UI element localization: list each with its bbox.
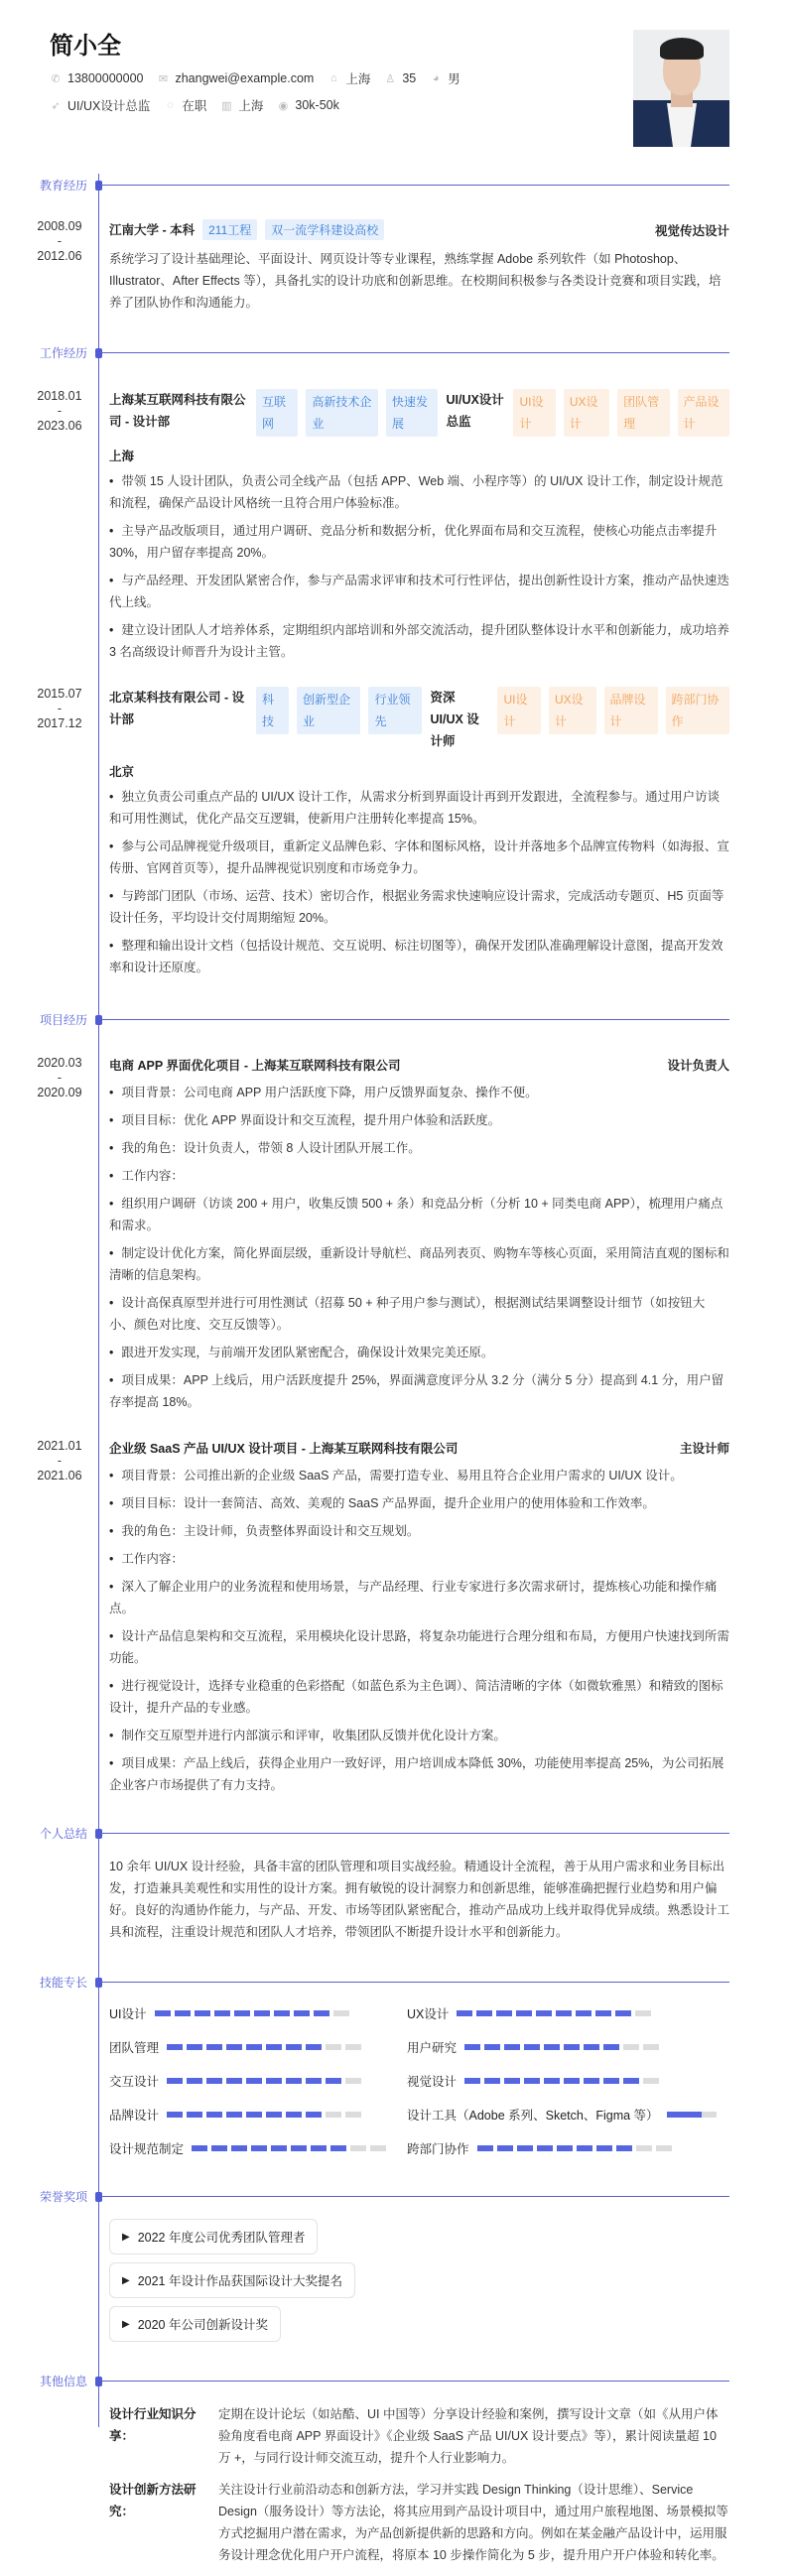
company-name: 上海某互联网科技有限公司 - 设计部 (109, 393, 246, 429)
skill-segment-filled (537, 2145, 553, 2151)
skill-name: 交互设计 (109, 2075, 160, 2089)
other-info-value: 定期在设计论坛（如站酷、UI 中国等）分享设计经验和案例，撰写设计文章（如《从用户体验角度看电商 APP 界面设计》《企业级 SaaS 产品 UI/UX 设计要点》等），累计阅读量超 10 万 +，与同行设计师交流互动，提升个人行业影响力。 (218, 2407, 719, 2465)
job-title: UI/UX设计总监 (446, 393, 504, 429)
skill-segment-filled (557, 2145, 573, 2151)
bullet-item: • 主导产品改版项目，通过用户调研、竞品分析和数据分析，优化界面布局和交互流程，使核心功能点击率提升 30%，用户留存率提高 20%。 (109, 520, 729, 564)
skill-segment-empty (636, 2145, 652, 2151)
skill-segment-empty (345, 2078, 361, 2084)
skill-segment-filled (504, 2078, 520, 2084)
skill-segment-filled (306, 2112, 322, 2118)
date-separator: - (57, 702, 63, 715)
phone-icon: ✆ (51, 72, 61, 85)
bullet-item: • 项目成果：APP 上线后，用户活跃度提升 25%，界面满意度评分从 3.2 分（满分 5 分）提高到 4.1 分，用户留存率提高 18%。 (109, 1369, 729, 1413)
bullet-item: • 工作内容： (109, 1548, 729, 1570)
skill-tag: 团队管理 (617, 389, 669, 437)
skill-segment-filled (516, 2010, 532, 2016)
divider (99, 2381, 729, 2382)
skill-segment-filled (477, 2145, 493, 2151)
other-info-key: 设计创新方法研究： (109, 2483, 197, 2518)
skill-segment-filled (226, 2044, 242, 2050)
bullet-item: • 带领 15 人设计团队，负责公司全线产品（包括 APP、Web 端、小程序等）的 UI/UX 设计工作，制定设计规范和流程，确保产品设计风格统一且符合用户体验标准。 (109, 470, 729, 514)
bullet-item: • 深入了解企业用户的业务流程和使用场景，与产品经理、行业专家进行多次需求研讨，提炼核心功能和操作痛点。 (109, 1576, 729, 1619)
date-range (0, 389, 89, 434)
skill-segment-filled (326, 2078, 341, 2084)
school: 江南大学 - 本科 (109, 223, 196, 237)
job-entry (37, 669, 729, 978)
skill-segment-empty (326, 2044, 341, 2050)
skill-segment-filled (544, 2078, 560, 2084)
skill-segment-empty (345, 2044, 361, 2050)
project-entry (37, 1042, 729, 1413)
skill-segment-filled (484, 2078, 500, 2084)
date-end: 2020.09 (37, 1086, 82, 1099)
salary: 30k-50k (295, 98, 339, 112)
skill-level-bar (457, 2010, 651, 2016)
skill-name: 团队管理 (109, 2041, 160, 2055)
project-entry (37, 1419, 729, 1796)
bullet-item: • 与产品经理、开发团队紧密合作，参与产品需求评审和技术可行性评估，提出创新性设计方案，推动产品快速迭代上线。 (109, 570, 729, 613)
age-icon: ♙ (385, 72, 396, 85)
skill-name: UX设计 (407, 2007, 450, 2021)
award-item[interactable] (109, 2262, 355, 2298)
section-marker (95, 1978, 102, 1988)
skill-level-bar (477, 2145, 672, 2151)
skill-item (407, 2106, 734, 2124)
skill-segment-empty (370, 2145, 386, 2151)
skill-segment-empty (326, 2112, 341, 2118)
job-location: 北京 (109, 765, 135, 779)
mail-icon: ✉ (158, 72, 169, 85)
divider (99, 1019, 729, 1020)
divider (99, 352, 729, 353)
skill-segment-filled (206, 2112, 222, 2118)
email: zhangwei@example.com (175, 71, 315, 85)
skill-item (407, 2072, 734, 2090)
job-bullets (109, 786, 729, 978)
work-city: 上海 (238, 99, 264, 113)
section-marker (95, 181, 102, 191)
skill-segment-filled (167, 2044, 183, 2050)
bullet-item: • 参与公司品牌视觉升级项目，重新定义品牌色彩、字体和图标风格，设计并落地多个品牌宣传物料（如海报、宣传册、官网首页等），提升品牌视觉识别度和市场竞争力。 (109, 836, 729, 879)
bullet-item: • 设计高保真原型并进行可用性测试（招募 50 + 种子用户参与测试），根据测试结果调整设计细节（如按钮大小、颜色对比度、交互反馈等）。 (109, 1292, 729, 1336)
section-title: 其他信息 (39, 2375, 87, 2388)
awards-section (0, 2185, 788, 2342)
skill-segment-filled (504, 2044, 520, 2050)
skill-segment-filled (251, 2145, 267, 2151)
building-icon: ▥ (221, 99, 232, 112)
skill-item (109, 2139, 407, 2157)
award-item[interactable] (109, 2306, 281, 2342)
skill-segment-filled (286, 2044, 302, 2050)
skill-segment-filled (231, 2145, 247, 2151)
job-location: 上海 (109, 450, 135, 463)
bullet-item: • 制作交互原型并进行内部演示和评审，收集团队反馈并优化设计方案。 (109, 1725, 729, 1746)
skill-segment-filled (536, 2010, 552, 2016)
project-header (109, 1439, 729, 1457)
skill-segment-filled (603, 2044, 619, 2050)
send-icon: ➶ (51, 99, 61, 112)
education-section (0, 174, 788, 314)
skill-segment-filled (187, 2112, 202, 2118)
project-header (109, 1056, 729, 1074)
skill-segment-filled (195, 2010, 210, 2016)
company-tag: 行业领先 (368, 687, 422, 734)
company-tag: 互联网 (256, 389, 298, 437)
date-start: 2020.03 (37, 1056, 82, 1070)
skill-segment-filled (234, 2010, 250, 2016)
skill-level-bar (167, 2078, 361, 2084)
skill-segment-filled (616, 2145, 632, 2151)
skill-segment-filled (524, 2078, 540, 2084)
skill-item (407, 2004, 734, 2022)
bullet-item: • 进行视觉设计，选择专业稳重的色彩搭配（如蓝色系为主色调）、简洁清晰的字体（如微软雅黑）和精致的图标设计，提升产品的专业感。 (109, 1675, 729, 1719)
school-tag: 211工程 (202, 219, 257, 240)
skill-segment-empty (656, 2145, 672, 2151)
status: 在职 (182, 99, 207, 113)
company-name: 北京某科技有限公司 - 设计部 (109, 691, 245, 726)
section-title: 教育经历 (39, 179, 87, 193)
skill-level-bar (464, 2044, 659, 2050)
project-name: 企业级 SaaS 产品 UI/UX 设计项目 - 上海某互联网科技有限公司 (109, 1442, 459, 1456)
skill-segment-filled (464, 2078, 480, 2084)
section-title: 项目经历 (39, 1013, 87, 1027)
skill-segment-filled (274, 2010, 290, 2016)
skill-level-bar (155, 2010, 349, 2016)
skill-segment-filled (246, 2112, 262, 2118)
skill-segment-filled (214, 2010, 230, 2016)
date-separator: - (57, 1454, 63, 1468)
phone: 13800000000 (67, 71, 144, 85)
project-bullets (109, 1465, 729, 1796)
home-icon: ⌂ (330, 72, 337, 84)
skill-name: UI设计 (109, 2007, 147, 2021)
job-intent-row (50, 96, 339, 114)
salary-icon: ◉ (278, 99, 289, 112)
date-start: 2015.07 (37, 687, 82, 701)
skill-level-bar (192, 2145, 386, 2151)
date-end: 2023.06 (37, 419, 82, 433)
project-bullets (109, 1082, 729, 1413)
bullet-item: • 项目背景：公司推出新的企业级 SaaS 产品，需要打造专业、易用且符合企业用户需求的 UI/UX 设计。 (109, 1465, 729, 1486)
award-item[interactable] (109, 2219, 318, 2254)
skill-segment-filled (206, 2044, 222, 2050)
skill-segment-filled (246, 2078, 262, 2084)
skill-segment-filled (457, 2010, 472, 2016)
bullet-item: • 跟进开发实现，与前端开发团队紧密配合，确保设计效果完美还原。 (109, 1342, 729, 1363)
candidate-name: 简小全 (50, 33, 121, 60)
project-role: 设计负责人 (667, 1059, 729, 1073)
section-title: 个人总结 (39, 1827, 87, 1841)
skill-segment-filled (192, 2145, 207, 2151)
bullet-item: • 项目背景：公司电商 APP 用户活跃度下降，用户反馈界面复杂、操作不便。 (109, 1082, 729, 1103)
section-title: 工作经历 (39, 346, 87, 360)
skill-segment-empty (643, 2078, 659, 2084)
skill-item (109, 2004, 407, 2022)
skill-name: 设计工具（Adobe 系列、Sketch、Figma 等） (407, 2109, 659, 2123)
date-start: 2021.01 (37, 1439, 82, 1453)
skill-segment-empty (333, 2010, 349, 2016)
bullet-item: • 设计产品信息架构和交互流程，采用模块化设计思路，将复杂功能进行合理分组和布局，方便用户快速找到所需功能。 (109, 1625, 729, 1669)
skill-segment-filled (167, 2078, 183, 2084)
bullet-item: • 项目目标：设计一套简洁、高效、美观的 SaaS 产品界面，提升企业用户的使用体验和工作效率。 (109, 1492, 729, 1514)
divider (99, 185, 729, 186)
skill-segment-empty (635, 2010, 651, 2016)
skill-segment-filled (584, 2078, 599, 2084)
date-range: 2008.09 - 2012.06 (37, 219, 82, 263)
summary-section (0, 1822, 788, 1943)
skill-segment-filled (286, 2112, 302, 2118)
other-info-item (109, 2403, 729, 2469)
education-entry (37, 207, 729, 314)
gender: 男 (448, 72, 460, 86)
section-marker (95, 1829, 102, 1839)
skills-section (0, 1971, 788, 2157)
skill-segment-filled (286, 2078, 302, 2084)
skill-name: 跨部门协作 (407, 2142, 469, 2156)
other-section (0, 2370, 788, 2566)
skill-segment-empty (712, 2112, 717, 2118)
project-role: 主设计师 (679, 1442, 729, 1456)
award-text: 2021 年设计作品获国际设计大奖提名 (137, 2274, 342, 2288)
section-marker (95, 348, 102, 358)
skill-segment-filled (615, 2010, 631, 2016)
education-description: 系统学习了设计基础理论、平面设计、网页设计等专业课程，熟练掌握 Adobe 系列软件（如 Photoshop、Illustrator、After Effects 等），具备扎实的设计功底和创新思维。在校期间积极参与各类设计竞赛和项目实践，培养了团队协作和沟通能力。 (109, 252, 722, 310)
bullet-item: • 整理和输出设计文档（包括设计规范、交互说明、标注切图等），确保开发团队准确理解设计意图，提高开发效率和设计还原度。 (109, 935, 729, 978)
skill-name: 品牌设计 (109, 2109, 160, 2123)
skill-level-bar (667, 2112, 717, 2118)
skill-segment-filled (271, 2145, 287, 2151)
bullet-item: • 建立设计团队人才培养体系，定期组织内部培训和外部交流活动，提升团队整体设计水平和创新能力，成功培养 3 名高级设计师晋升为设计主管。 (109, 619, 729, 663)
skill-level-bar (464, 2078, 659, 2084)
triangle-right-icon: ▶ (122, 2318, 130, 2330)
skill-segment-empty (643, 2044, 659, 2050)
project-name: 电商 APP 界面优化项目 - 上海某互联网科技有限公司 (109, 1059, 401, 1073)
job-header (109, 687, 729, 752)
bullet-item: • 项目成果：产品上线后，获得企业用户一致好评，用户培训成本降低 30%，功能使用率提高 25%，为公司拓展企业客户市场提供了有力支持。 (109, 1752, 729, 1796)
skill-segment-filled (595, 2010, 611, 2016)
bullet-item: • 我的角色：主设计师，负责整体界面设计和交互规划。 (109, 1520, 729, 1542)
bullet-item: • 我的角色：设计负责人，带领 8 人设计团队开展工作。 (109, 1137, 729, 1159)
date-end: 2021.06 (37, 1469, 82, 1482)
company-tag: 创新型企业 (297, 687, 360, 734)
section-marker (95, 2192, 102, 2202)
bullet-item: • 组织用户调研（访谈 200 + 用户，收集反馈 500 + 条）和竞品分析（分析 10 + 同类电商 APP），梳理用户痛点和需求。 (109, 1193, 729, 1236)
company-tag: 快速发展 (386, 389, 438, 437)
company-tag: 科技 (256, 687, 289, 734)
school-tag: 双一流学科建设高校 (265, 219, 384, 240)
skill-segment-filled (464, 2044, 480, 2050)
date-end: 2017.12 (37, 716, 82, 730)
skill-tag: 产品设计 (678, 389, 729, 437)
skill-segment-filled (306, 2078, 322, 2084)
skill-item (407, 2038, 734, 2056)
job-title: 资深 UI/UX 设计师 (430, 691, 479, 748)
work-section (0, 341, 788, 978)
skill-segment-filled (556, 2010, 572, 2016)
bullet-item: • 制定设计优化方案，简化界面层级，重新设计导航栏、商品列表页、购物车等核心页面，采用简洁直观的图标和清晰的信息架构。 (109, 1242, 729, 1286)
skill-segment-filled (167, 2112, 183, 2118)
skill-item (109, 2038, 407, 2056)
skill-tag: 品牌设计 (604, 687, 658, 734)
skill-segment-filled (294, 2010, 310, 2016)
status-icon: ◌ (167, 99, 174, 111)
skill-segment-filled (484, 2044, 500, 2050)
divider (99, 1982, 729, 1983)
contact-row (50, 69, 460, 87)
section-title: 技能专长 (39, 1976, 87, 1990)
gender-icon: ◕ (432, 72, 440, 84)
skill-segment-filled (306, 2044, 322, 2050)
skill-segment-filled (596, 2145, 612, 2151)
other-info-item (109, 2479, 729, 2566)
skill-tag: 跨部门协作 (666, 687, 729, 734)
skill-segment-filled (254, 2010, 270, 2016)
projects-section (0, 1008, 788, 1796)
position: UI/UX设计总监 (67, 99, 151, 113)
skill-tag: UX设计 (564, 389, 609, 437)
skill-name: 用户研究 (407, 2041, 458, 2055)
bullet-item: • 项目目标：优化 APP 界面设计和交互流程，提升用户体验和活跃度。 (109, 1109, 729, 1131)
skill-segment-filled (266, 2078, 282, 2084)
skill-segment-filled (211, 2145, 227, 2151)
skill-item (109, 2072, 407, 2090)
skill-segment-empty (345, 2112, 361, 2118)
skill-tag: UI设计 (513, 389, 555, 437)
job-header (109, 389, 729, 437)
summary-text: 10 余年 UI/UX 设计经验，具备丰富的团队管理和项目实战经验。精通设计全流程，善于从用户需求和业务目标出发，打造兼具美观性和实用性的设计方案。拥有敏锐的设计洞察力和创新思维，能够准确把握行业趋势和用户偏好。良好的沟通协作能力，与产品、开发、市场等团队紧密配合，推动产品成功上线并取得优异成绩。熟悉设计工具和流程，注重设计规范和团队人才培养，带领团队不断提升设计水平和创新能力。 (109, 1860, 730, 1939)
skill-segment-filled (577, 2145, 592, 2151)
company-tag: 高新技术企业 (306, 389, 378, 437)
job-bullets (109, 470, 729, 663)
job-entry (37, 375, 729, 663)
bullet-item: • 独立负责公司重点产品的 UI/UX 设计工作，从需求分析到界面设计再到开发跟进，全流程参与。通过用户访谈和可用性测试，优化产品交互逻辑，使新用户注册转化率提高 15%。 (109, 786, 729, 830)
skill-segment-filled (314, 2010, 329, 2016)
date-range (0, 1056, 89, 1100)
skill-segment-empty (623, 2044, 639, 2050)
skill-segment-filled (576, 2010, 591, 2016)
date-start: 2018.01 (37, 389, 82, 403)
skill-segment-filled (311, 2145, 327, 2151)
skill-segment-filled (584, 2044, 599, 2050)
avatar-photo (633, 30, 729, 147)
section-title: 荣誉奖项 (39, 2190, 87, 2204)
date-range (0, 687, 89, 731)
skill-level-bar (167, 2112, 361, 2118)
skill-segment-filled (187, 2044, 202, 2050)
skill-name: 视觉设计 (407, 2075, 458, 2089)
skill-segment-filled (246, 2044, 262, 2050)
skill-segment-filled (226, 2078, 242, 2084)
skill-name: 设计规范制定 (109, 2142, 185, 2156)
award-text: 2022 年度公司优秀团队管理者 (137, 2231, 306, 2245)
city: 上海 (345, 72, 371, 86)
section-marker (95, 1015, 102, 1025)
skill-segment-filled (544, 2044, 560, 2050)
skill-segment-filled (187, 2078, 202, 2084)
skill-level-bar (167, 2044, 361, 2050)
triangle-right-icon: ▶ (122, 2274, 130, 2286)
skill-segment-filled (175, 2010, 191, 2016)
skill-tag: UX设计 (549, 687, 596, 734)
bullet-item: • 工作内容： (109, 1165, 729, 1187)
section-marker (95, 2377, 102, 2386)
skill-item (407, 2139, 734, 2157)
skill-item (109, 2106, 407, 2124)
skill-segment-filled (155, 2010, 171, 2016)
bullet-item: • 与跨部门团队（市场、运营、技术）密切合作，根据业务需求快速响应设计需求，完成活动专题页、H5 页面等设计任务，平均设计交付周期缩短 20%。 (109, 885, 729, 929)
date-range (0, 1439, 89, 1483)
skill-segment-empty (350, 2145, 366, 2151)
major: 视觉传达设计 (654, 223, 729, 238)
skill-segment-filled (496, 2010, 512, 2016)
award-text: 2020 年公司创新设计奖 (137, 2318, 268, 2332)
skill-segment-filled (291, 2145, 307, 2151)
skill-segment-filled (330, 2145, 346, 2151)
skill-segment-filled (623, 2078, 639, 2084)
skill-segment-filled (497, 2145, 513, 2151)
other-info-key: 设计行业知识分享： (109, 2407, 197, 2443)
date-separator: - (57, 1071, 63, 1085)
resume-header (0, 0, 788, 164)
divider (99, 1833, 729, 1834)
divider (99, 2196, 729, 2197)
skill-segment-filled (524, 2044, 540, 2050)
skill-segment-filled (517, 2145, 533, 2151)
skill-segment-filled (564, 2044, 580, 2050)
date-separator: - (57, 404, 63, 418)
other-info-value: 关注设计行业前沿动态和创新方法，学习并实践 Design Thinking（设计思维）、Service Design（服务设计）等方法论，将其应用到产品设计项目中，通过用户旅程地图、场景模拟等方式挖掘用户潜在需求，为产品创新提供新的思路和方向。例如在某金融产品设计中，运用服务设计理念优化用户开户流程，将原本 10 步操作简化为 5 步，提升用户开户体验和转化率。 (218, 2483, 728, 2562)
skill-segment-filled (476, 2010, 492, 2016)
skill-segment-filled (564, 2078, 580, 2084)
skill-segment-filled (603, 2078, 619, 2084)
skill-tag: UI设计 (497, 687, 541, 734)
skill-segment-filled (226, 2112, 242, 2118)
age: 35 (402, 71, 417, 85)
skill-segment-filled (266, 2112, 282, 2118)
skill-segment-filled (266, 2044, 282, 2050)
skill-segment-filled (206, 2078, 222, 2084)
triangle-right-icon: ▶ (122, 2231, 130, 2243)
